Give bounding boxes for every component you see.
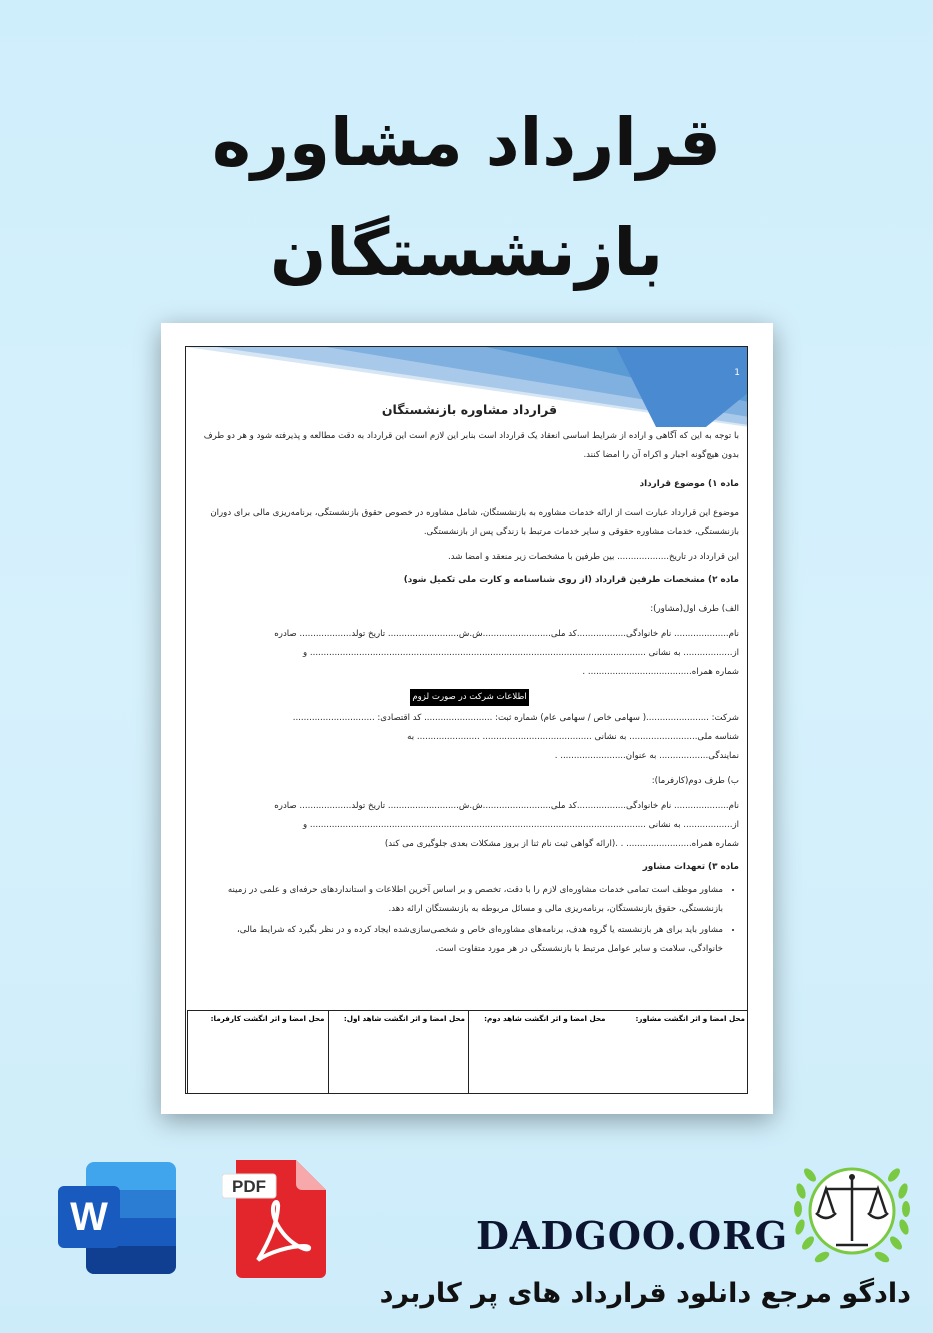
document-preview	[161, 323, 773, 1114]
page-number: 1	[734, 368, 740, 378]
pdf-icon[interactable]	[222, 1160, 326, 1278]
signature-cell-employer: محل امضا و اثر انگشت کارفرما:	[187, 1011, 328, 1093]
article-1-text: موضوع این قرارداد عبارت است از ارائه خدمات مشاوره به بازنشستگان، شامل مشاوره در خصوص حقوق بازنشستگی، برنامه‌ریزی مالی برای دوران بازنشستگی، خدمات مشاوره حقوقی و سایر خدمات مرتبط با زندگی پس از بازنشستگی.	[210, 508, 739, 537]
signature-cell-witness-1: محل امضا و اثر انگشت شاهد اول:	[328, 1011, 469, 1093]
pdf-icon-label: PDF	[232, 1177, 266, 1196]
company-info-label: اطلاعات شرکت در صورت لزوم	[410, 689, 528, 706]
document-title: قرارداد مشاوره بازنشستگان	[381, 402, 558, 417]
word-icon[interactable]	[58, 1162, 176, 1274]
signature-cell-witness-2: محل امضا و اثر انگشت شاهد دوم:	[468, 1011, 609, 1093]
tagline: دادگو مرجع دانلود قرارداد های پر کاربرد	[379, 1278, 911, 1309]
word-icon-letter: W	[70, 1195, 108, 1239]
company-line-1: شرکت: .......................( سهامی خاص / سهامی عام) شماره ثبت: ......................... کد اقتصادی: ..............................	[292, 713, 739, 723]
document-body	[200, 399, 739, 961]
party-1-line-3: شماره همراه...................................... .	[582, 667, 739, 677]
article-3-heading: ماده ۳) تعهدات مشاور	[642, 862, 739, 872]
document-page-frame	[185, 346, 748, 1094]
party-1-line-1: نام.................... نام خانوادگی..................کد ملی.........................ش.ش.......................... تاریخ تولد................... صادره	[274, 629, 739, 639]
list-item: • مشاور باید برای هر بازنشسته یا گروه هدف، برنامه‌های مشاوره‌ای خاص و شخصی‌سازی‌شده ایجاد کرده و در نظر بگیرد که شرایط مالی، خانوادگی، سلامت و سایر عوامل مرتبط با بازنشستگی در هر مورد متفاوت است.	[200, 921, 723, 959]
poster-title-line-1: قرارداد مشاوره	[211, 104, 722, 181]
signature-table	[187, 1010, 748, 1094]
article-1-heading: ماده ۱) موضوع قرارداد	[639, 479, 739, 489]
poster-title-line-2: بازنشستگان	[269, 214, 664, 291]
signature-cell-consultant: محل امضا و اثر انگشت مشاور:	[635, 1014, 745, 1023]
party-2-label: ب) طرف دوم(کارفرما):	[651, 776, 739, 786]
brand-name[interactable]: DADGOO.ORG	[476, 1213, 789, 1258]
article-3-list	[200, 881, 739, 959]
party-1-line-2: از.................. به نشانی ........................................................................................................................... و	[302, 648, 739, 658]
scales-of-justice-icon	[786, 1153, 918, 1273]
company-line-2: شناسه ملی......................... به نشانی ........................................ ....................... به	[407, 732, 739, 742]
party-2-line-1: نام.................... نام خانوادگی..................کد ملی.........................ش.ش.......................... تاریخ تولد................... صادره	[274, 801, 739, 811]
article-2-heading: ماده ۲) مشخصات طرفین قرارداد (از روی شناسنامه و کارت ملی تکمیل شود)	[403, 575, 739, 585]
intro-paragraph: با توجه به این که آگاهی و اراده از شرایط اساسی انعقاد یک قرارداد است بنابر این لازم است این قرارداد به دقت مطالعه و پذیرفته شود و هر دو طرف بدون هیچ‌گونه اجبار و اکراه آن را امضا کنند.	[203, 431, 739, 460]
company-line-3: نمایندگی.................. به عنوان........................ .	[554, 751, 739, 761]
list-item: • مشاور موظف است تمامی خدمات مشاوره‌ای لازم را با دقت، تخصص و بر اساس آخرین اطلاعات و استانداردهای حرفه‌ای و علمی در زمینه بازنشستگی، حقوق بازنشستگان، برنامه‌ریزی مالی و مسائل مربوطه به بازنشستگان ارائه دهد.	[200, 881, 723, 919]
party-2-line-3: شماره همراه........................ . .(ارائه گواهی ثبت نام ثنا از بروز مشکلات بعدی جلوگیری می کند)	[384, 839, 739, 849]
party-2-line-2: از.................. به نشانی ........................................................................................................................... و	[302, 820, 739, 830]
party-1-label: الف) طرف اول(مشاور):	[650, 604, 739, 614]
contract-date-line: این قرارداد در تاریخ................... بین طرفین با مشخصات زیر منعقد و امضا شد.	[448, 552, 739, 562]
